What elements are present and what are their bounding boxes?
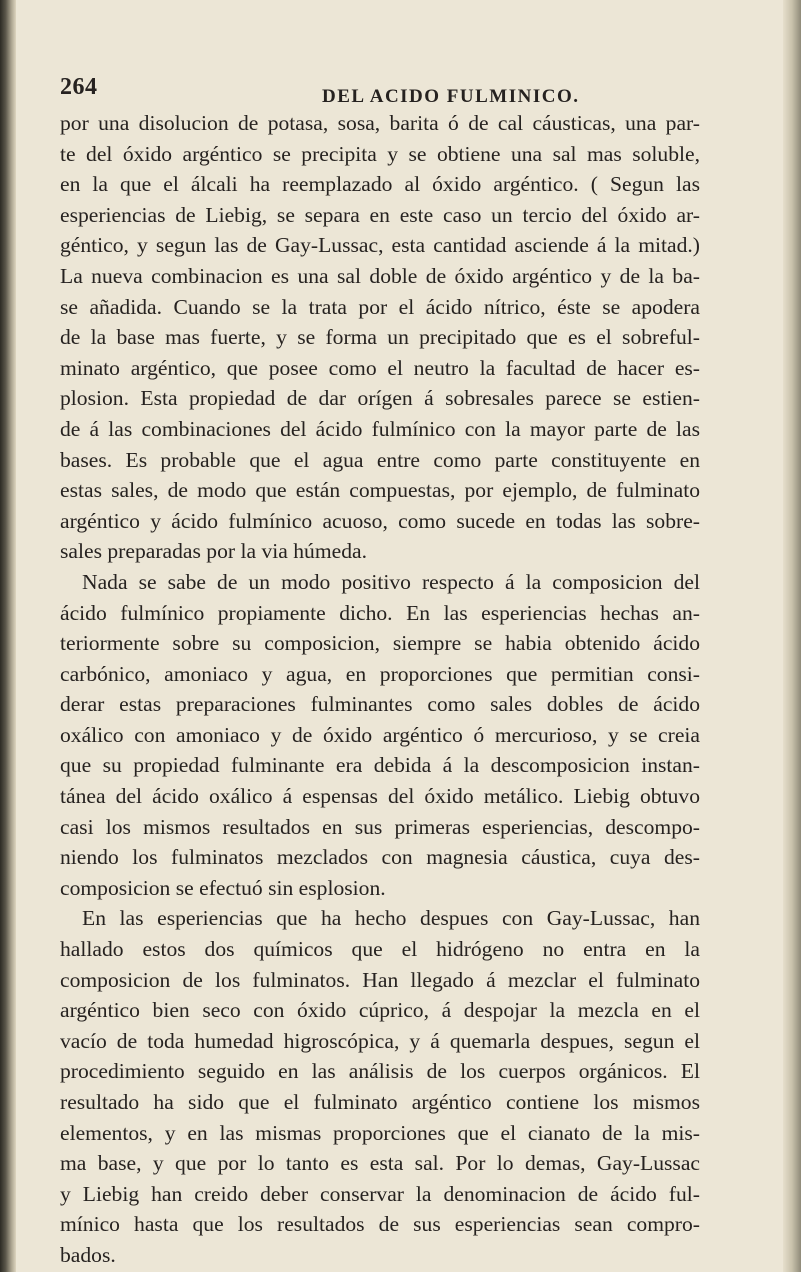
text-line: En las esperiencias que ha hecho despues con Gay-Lussac, han [82, 906, 700, 931]
text-line: casi los mismos resultados en sus primeras esperiencias, descompo- [60, 814, 700, 839]
text-line: y Liebig han creido deber conservar la denominacion de ácido ful- [60, 1181, 700, 1206]
text-line: teriormente sobre su composicion, siempre se habia obtenido ácido [60, 631, 700, 656]
text-line: se añadida. Cuando se la trata por el ácido nítrico, éste se apodera [60, 294, 700, 319]
text-line: oxálico con amoniaco y de óxido argéntico ó mercurioso, y se creia [60, 722, 700, 747]
text-line: carbónico, amoniaco y agua, en proporciones que permitian consi- [60, 661, 700, 686]
text-line: vacío de toda humedad higroscópica, y á quemarla despues, segun el [60, 1028, 700, 1053]
text-line: géntico, y segun las de Gay-Lussac, esta cantidad asciende á la mitad.) [60, 233, 700, 258]
page-number: 264 [60, 74, 98, 100]
text-line: ácido fulmínico propiamente dicho. En las esperiencias hechas an- [60, 600, 700, 625]
text-line: procedimiento seguido en las análisis de los cuerpos orgánicos. El [60, 1059, 700, 1084]
text-line: estas sales, de modo que están compuestas, por ejemplo, de fulminato [60, 478, 700, 503]
text-line: composicion se efectuó sin esplosion. [60, 875, 386, 900]
text-line: esperiencias de Liebig, se separa en este caso un tercio del óxido ar- [60, 202, 700, 227]
text-line: bados. [60, 1242, 116, 1267]
text-line: que su propiedad fulminante era debida á la descomposicion instan- [60, 753, 700, 778]
text-line: mínico hasta que los resultados de sus esperiencias sean compro- [60, 1212, 700, 1237]
text-line: ma base, y que por lo tanto es esta sal. Por lo demas, Gay-Lussac [60, 1151, 700, 1176]
text-line: de á las combinaciones del ácido fulmínico con la mayor parte de las [60, 416, 700, 441]
text-line: bases. Es probable que el agua entre como parte constituyente en [60, 447, 700, 472]
body-text [60, 108, 700, 1271]
book-binding-edge [0, 0, 16, 1272]
text-line: de la base mas fuerte, y se forma un precipitado que es el sobreful- [60, 325, 700, 350]
text-line: argéntico y ácido fulmínico acuoso, como sucede en todas las sobre- [60, 508, 700, 533]
text-line: tánea del ácido oxálico á espensas del óxido metálico. Liebig obtuvo [60, 784, 700, 809]
page-header [60, 74, 700, 108]
text-line: niendo los fulminatos mezclados con magnesia cáustica, cuya des- [60, 845, 700, 870]
text-line: elementos, y en las mismas proporciones que el cianato de la mis- [60, 1120, 700, 1145]
text-line: por una disolucion de potasa, sosa, barita ó de cal cáusticas, una par- [60, 111, 700, 135]
text-line: La nueva combinacion es una sal doble de óxido argéntico y de la ba- [60, 263, 700, 288]
text-line: Nada se sabe de un modo positivo respecto á la composicion del [82, 569, 700, 594]
text-line: composicion de los fulminatos. Han llegado á mezclar el fulminato [60, 967, 700, 992]
page-right-edge [783, 0, 801, 1272]
text-line: hallado estos dos químicos que el hidrógeno no entra en la [60, 937, 700, 962]
text-line: sales preparadas por la via húmeda. [60, 539, 367, 564]
text-line: resultado ha sido que el fulminato argéntico contiene los mismos [60, 1090, 700, 1114]
text-line: minato argéntico, que posee como el neutro la facultad de hacer es- [60, 355, 700, 380]
text-line: te del óxido argéntico se precipita y se obtiene una sal mas soluble, [60, 141, 700, 166]
text-line: en la que el álcali ha reemplazado al óxido argéntico. ( Segun las [60, 172, 700, 197]
running-head: DEL ACIDO FULMINICO. [322, 86, 580, 107]
book-page [60, 74, 700, 1271]
text-line: argéntico bien seco con óxido cúprico, á despojar la mezcla en el [60, 998, 700, 1023]
text-line: derar estas preparaciones fulminantes como sales dobles de ácido [60, 692, 700, 717]
text-line: plosion. Esta propiedad de dar orígen á sobresales parece se estien- [60, 386, 700, 411]
